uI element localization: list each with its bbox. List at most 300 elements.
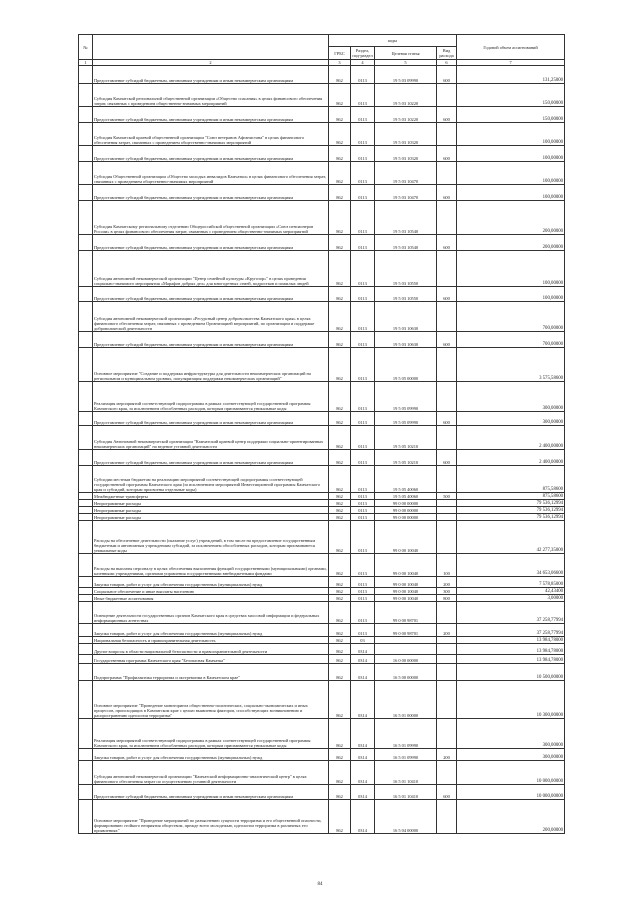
row-razdel-cell: 0113 [351,251,375,287]
row-razdel-cell: 0113 [351,500,375,507]
row-razdel-cell: 0113 [351,66,375,84]
row-amount-cell: 100,00000 [457,185,565,201]
row-grbs-cell: 862 [329,800,351,834]
header-grbs: ГРБС [329,47,351,60]
row-num-cell [79,287,93,302]
row-vid-cell: 600 [437,66,457,84]
row-num-cell [79,719,93,749]
row-vid-cell: 600 [437,287,457,302]
row-grbs-cell: 862 [329,644,351,655]
row-celevaya-cell: 16 0 00 00000 [375,655,437,664]
row-razdel-cell: 0314 [351,800,375,834]
row-celevaya-cell: 99 0 00 98701 [375,602,437,624]
row-vid-cell [437,201,457,235]
row-grbs-cell: 862 [329,664,351,681]
row-num-cell [79,107,93,123]
row-name-cell: Основное мероприятие "Создание и поддержка инфраструктуры для деятельности некоммерческих организаций на региональном и муниципальном уровнях, популяризация поддержки некоммерческих организаций" [93,348,329,382]
row-razdel-cell: 0113 [351,201,375,235]
row-celevaya-cell: 16 5 01 00000 [375,681,437,719]
row-razdel-cell: 0113 [351,162,375,185]
row-celevaya-cell: 16 5 01 10410 [375,785,437,800]
row-vid-cell [437,521,457,554]
row-grbs-cell: 862 [329,602,351,624]
table-row [79,514,565,521]
row-razdel-cell: 0314 [351,749,375,761]
row-grbs-cell: 862 [329,719,351,749]
row-vid-cell [437,655,457,664]
row-name-cell: Непрограммные расходы [93,507,329,514]
table-row [79,123,565,146]
row-razdel-cell: 03 [351,637,375,644]
row-vid-cell: 600 [437,785,457,800]
row-celevaya-cell: 19 5 03 10630 [375,332,437,348]
row-celevaya-cell: 99 0 00 00000 [375,514,437,521]
row-name-cell: Субсидия автономной некоммерческой организации «Ресурсный центр добровольчества Камчатского края» в целях финансового обеспечения затрат, связанных с проведением Организацией мероприятий, по организации и поддержке добровольческой деятельности [93,302,329,332]
row-razdel-cell: 0113 [351,507,375,514]
row-amount-cell: 200,00000 [457,800,565,834]
row-razdel-cell: 0113 [351,235,375,251]
row-num-cell [79,624,93,637]
row-name-cell: Закупка товаров, работ и услуг для обеспечения государственных (муниципальных) нужд [93,624,329,637]
row-amount-cell: 42 277,35000 [457,521,565,554]
row-grbs-cell: 862 [329,251,351,287]
row-name-cell: Субсидия Автономной некоммерческой организации "Камчатский краевой центр поддержки социально-ориентированных некоммерческих организаций" на ведение уставной деятельности [93,426,329,450]
row-razdel-cell: 0113 [351,382,375,412]
row-vid-cell [437,719,457,749]
col-number: 3 [329,60,351,66]
row-celevaya-cell [375,637,437,644]
row-amount-cell: 3 575,58600 [457,348,565,382]
row-vid-cell [437,84,457,107]
row-razdel-cell: 0113 [351,554,375,577]
row-vid-cell: 600 [437,235,457,251]
row-num-cell [79,348,93,382]
table-row [79,500,565,507]
row-celevaya-cell [375,644,437,655]
row-vid-cell [437,123,457,146]
row-vid-cell [437,761,457,785]
row-celevaya-cell: 19 5 03 10320 [375,123,437,146]
row-amount-cell: 42,43400 [457,588,565,595]
row-vid-cell: 200 [437,624,457,637]
table-row [79,185,565,201]
row-grbs-cell: 862 [329,624,351,637]
row-razdel-cell: 0113 [351,624,375,637]
row-celevaya-cell: 16 5 04 00000 [375,800,437,834]
row-celevaya-cell: 19 5 05 40060 [375,466,437,493]
row-name-cell: Предоставление субсидий бюджетным, автономным учреждениям и иным некоммерческим организациям [93,66,329,84]
col-number: 5 [375,60,437,66]
row-amount-cell: 100,00000 [457,162,565,185]
row-amount-cell: 37 258,77994 [457,624,565,637]
table-row [79,664,565,681]
row-razdel-cell: 0113 [351,426,375,450]
row-celevaya-cell: 16 5 01 09990 [375,719,437,749]
row-grbs-cell: 862 [329,382,351,412]
row-num-cell [79,332,93,348]
row-num-cell [79,514,93,521]
row-name-cell: Государственная программа Камчатского края "Безопасная Камчатка" [93,655,329,664]
row-grbs-cell: 862 [329,201,351,235]
row-grbs-cell: 862 [329,162,351,185]
row-vid-cell [437,348,457,382]
row-num-cell [79,201,93,235]
table-row [79,287,565,302]
row-vid-cell [437,644,457,655]
row-vid-cell [437,681,457,719]
row-amount-cell: 100,00000 [457,123,565,146]
row-celevaya-cell: 19 5 03 10540 [375,235,437,251]
row-razdel-cell: 0314 [351,761,375,785]
row-amount-cell: 300,00000 [457,382,565,412]
row-amount-cell: 100,00000 [457,146,565,162]
row-amount-cell: 13 984,78000 [457,637,565,644]
row-amount-cell: 875,58600 [457,466,565,493]
table-row [79,382,565,412]
row-vid-cell [437,507,457,514]
row-name-cell: Национальная безопасность и правоохранительная деятельность [93,637,329,644]
table-row [79,761,565,785]
row-celevaya-cell: 19 5 03 10470 [375,185,437,201]
row-razdel-cell: 0113 [351,146,375,162]
row-razdel-cell: 0113 [351,84,375,107]
row-vid-cell [437,800,457,834]
row-razdel-cell: 0314 [351,681,375,719]
row-grbs-cell: 862 [329,595,351,602]
row-razdel-cell: 0113 [351,287,375,302]
row-num-cell [79,761,93,785]
row-name-cell: Основное мероприятие "Проведение мероприятий по разъяснению сущности терроризма и его общественной опасности, формированию стойкого неприятия обществом, прежде всего молодежью, идеологии терроризма в различных его проявлениях" [93,800,329,834]
row-grbs-cell: 862 [329,107,351,123]
row-celevaya-cell: 19 5 05 09990 [375,382,437,412]
row-name-cell: Предоставление субсидий бюджетным, автономным учреждениям и иным некоммерческим организациям [93,107,329,123]
table-row [79,595,565,602]
table-row [79,749,565,761]
row-name-cell: Предоставление субсидий бюджетным, автономным учреждениям и иным некоммерческим организациям [93,332,329,348]
row-num-cell [79,162,93,185]
row-name-cell: Предоставление субсидий бюджетным, автономным учреждениям и иным некоммерческим организациям [93,235,329,251]
row-num-cell [79,664,93,681]
budget-table [78,34,565,834]
row-num-cell [79,554,93,577]
table-row [79,235,565,251]
row-vid-cell: 200 [437,749,457,761]
row-razdel-cell: 0314 [351,719,375,749]
row-amount-cell: 79 536,12994 [457,500,565,507]
row-name-cell: Субсидия Камчатской региональной общественной организации «Общество спасания» в целях финансового обеспечения затрат, связанных с проведением общественно-значимых мероприятий [93,84,329,107]
table-row [79,554,565,577]
header-celevaya: Целевая статья [375,47,437,60]
row-num-cell [79,466,93,493]
row-vid-cell: 300 [437,588,457,595]
table-row [79,84,565,107]
row-grbs-cell: 862 [329,426,351,450]
row-num-cell [79,577,93,588]
row-num-cell [79,450,93,466]
row-num-cell [79,426,93,450]
row-grbs-cell: 862 [329,450,351,466]
row-amount-cell: 100,00000 [457,287,565,302]
row-grbs-cell: 862 [329,235,351,251]
row-grbs-cell: 862 [329,332,351,348]
row-vid-cell: 600 [437,146,457,162]
row-celevaya-cell: 99 0 00 10040 [375,595,437,602]
row-name-cell: Субсидия Камчатскому региональному отделению Общероссийской общественной организации «Союз пенсионеров России» в целях финансового обеспечения затрат, связанных с проведением общественно-значимых мероприятий [93,201,329,235]
row-num-cell [79,749,93,761]
row-amount-cell: 2 400,00000 [457,426,565,450]
row-razdel-cell: 0113 [351,588,375,595]
row-amount-cell: 131,25000 [457,66,565,84]
row-amount-cell: 200,00000 [457,235,565,251]
row-amount-cell: 10 500,00000 [457,664,565,681]
row-name-cell: Реализация мероприятий соответствующей подпрограммы в рамках соответствующей государственной программы Камчатского края, за исключением обособленных расходов, которым присваиваются уникальные коды [93,382,329,412]
row-vid-cell [437,664,457,681]
row-name-cell: Субсидия автономной некоммерческой организации "Камчатский информационно-аналитический центр" в целях финансового обеспечения затрат по осуществлению уставной деятельности [93,761,329,785]
row-amount-cell: 13 984,78000 [457,655,565,664]
header-vid: Вид расхода [437,47,457,60]
row-vid-cell: 600 [437,185,457,201]
row-grbs-cell: 862 [329,577,351,588]
row-grbs-cell: 862 [329,84,351,107]
page-number: 84 [317,882,323,887]
row-name-cell: Реализация мероприятий соответствующей подпрограммы в рамках соответствующей государственной программы Камчатского края, за исключением обособленных расходов, которым присваиваются уникальные коды [93,719,329,749]
row-grbs-cell: 862 [329,500,351,507]
row-vid-cell [437,514,457,521]
row-vid-cell [437,382,457,412]
row-grbs-cell: 862 [329,123,351,146]
table-row [79,719,565,749]
table-row [79,785,565,800]
row-num-cell [79,800,93,834]
row-celevaya-cell: 19 5 05 10210 [375,450,437,466]
row-num-cell [79,785,93,800]
row-amount-cell: 79 536,12994 [457,507,565,514]
table-row [79,644,565,655]
table-row [79,800,565,834]
row-amount-cell: 300,00000 [457,412,565,426]
col-number: 7 [457,60,565,66]
row-num-cell [79,185,93,201]
table-row [79,681,565,719]
row-name-cell: Предоставление субсидий бюджетным, автономным учреждениям и иным некоммерческим организациям [93,450,329,466]
table-row [79,251,565,287]
row-num-cell [79,644,93,655]
row-vid-cell [437,602,457,624]
row-celevaya-cell: 16 5 00 00000 [375,664,437,681]
row-num-cell [79,382,93,412]
row-razdel-cell: 0113 [351,521,375,554]
row-razdel-cell: 0113 [351,577,375,588]
row-name-cell: Межбюджетные трансферты [93,493,329,500]
row-razdel-cell: 0113 [351,123,375,146]
row-celevaya-cell: 19 5 03 10220 [375,84,437,107]
row-num-cell [79,302,93,332]
row-vid-cell [437,426,457,450]
row-amount-cell: 10 300,00000 [457,681,565,719]
row-name-cell: Предоставление субсидий бюджетным, автономным учреждениям и иным некоммерческим организациям [93,185,329,201]
row-celevaya-cell: 19 5 05 00000 [375,348,437,382]
table-row [79,302,565,332]
row-name-cell: Субсидия автономной некоммерческой организации "Центр семейной культуры «Кругозор»" в целях проведения социально-значимого мероприятия «Марафон добрых дел» для многодетных семей, подростков и пожилых людей [93,251,329,287]
row-name-cell: Предоставление субсидий бюджетным, автономным учреждениям и иным некоммерческим организациям [93,412,329,426]
table-row [79,412,565,426]
row-vid-cell: 600 [437,332,457,348]
header-name [93,35,329,60]
row-name-cell: Предоставление субсидий бюджетным, автономным учреждениям и иным некоммерческим организациям [93,287,329,302]
table-row [79,624,565,637]
row-celevaya-cell: 19 5 03 10630 [375,302,437,332]
col-number: 1 [79,60,93,66]
table-row [79,162,565,185]
row-celevaya-cell: 19 5 05 09990 [375,412,437,426]
row-grbs-cell: 862 [329,637,351,644]
row-amount-cell: 2 400,00000 [457,450,565,466]
row-razdel-cell: 0314 [351,655,375,664]
row-amount-cell: 13 984,78000 [457,644,565,655]
row-grbs-cell: 862 [329,521,351,554]
row-num-cell [79,493,93,500]
row-vid-cell: 500 [437,493,457,500]
row-razdel-cell: 0113 [351,412,375,426]
row-grbs-cell: 862 [329,412,351,426]
header-amount: Годовой объем ассигнований [457,35,565,60]
row-num-cell [79,235,93,251]
row-razdel-cell: 0113 [351,602,375,624]
row-amount-cell: 700,00000 [457,332,565,348]
row-grbs-cell: 862 [329,287,351,302]
row-razdel-cell: 0314 [351,644,375,655]
row-grbs-cell: 862 [329,588,351,595]
row-razdel-cell: 0113 [351,107,375,123]
row-vid-cell [437,637,457,644]
row-amount-cell: 3,00000 [457,595,565,602]
row-num-cell [79,123,93,146]
row-num-cell [79,637,93,644]
row-celevaya-cell: 19 5 03 10540 [375,201,437,235]
row-grbs-cell: 862 [329,761,351,785]
table-row [79,426,565,450]
row-num-cell [79,500,93,507]
row-num-cell [79,595,93,602]
table-row [79,201,565,235]
row-num-cell [79,412,93,426]
row-name-cell: Иные бюджетные ассигнования [93,595,329,602]
row-vid-cell: 600 [437,412,457,426]
row-vid-cell: 600 [437,107,457,123]
table-row [79,521,565,554]
table-row [79,332,565,348]
row-name-cell: Непрограммные расходы [93,500,329,507]
row-grbs-cell: 862 [329,302,351,332]
row-name-cell: Непрограммные расходы [93,514,329,521]
table-row [79,146,565,162]
row-vid-cell: 200 [437,577,457,588]
row-grbs-cell: 862 [329,514,351,521]
table-row [79,66,565,84]
row-vid-cell: 100 [437,554,457,577]
row-num-cell [79,507,93,514]
table-row [79,348,565,382]
row-amount-cell: 34 653,06600 [457,554,565,577]
table-row [79,588,565,595]
row-amount-cell: 10 000,00000 [457,761,565,785]
row-razdel-cell: 0113 [351,185,375,201]
row-razdel-cell: 0113 [351,466,375,493]
row-grbs-cell: 862 [329,185,351,201]
row-amount-cell: 100,00000 [457,251,565,287]
row-grbs-cell: 862 [329,507,351,514]
table-row [79,107,565,123]
row-num-cell [79,602,93,624]
col-number: 4 [351,60,375,66]
row-razdel-cell: 0314 [351,785,375,800]
row-name-cell: Освещение деятельности государственных органов Камчатского края в средствах массовой информации и федеральных информационных агентствах [93,602,329,624]
row-num-cell [79,655,93,664]
row-amount-cell: 150,00000 [457,107,565,123]
row-razdel-cell: 0113 [351,595,375,602]
row-num-cell [79,588,93,595]
table-row [79,655,565,664]
row-num-cell [79,681,93,719]
row-grbs-cell: 862 [329,749,351,761]
row-celevaya-cell: 19 5 03 10220 [375,107,437,123]
row-grbs-cell: 862 [329,66,351,84]
table-row [79,507,565,514]
row-amount-cell: 79 536,12994 [457,514,565,521]
row-celevaya-cell: 99 0 00 10040 [375,554,437,577]
row-name-cell: Социальное обеспечение и иные выплаты населению [93,588,329,595]
header-codes: коды [329,35,457,47]
table-row [79,466,565,493]
col-number: 6 [437,60,457,66]
row-num-cell [79,521,93,554]
row-celevaya-cell: 19 5 03 09990 [375,66,437,84]
row-celevaya-cell: 16 5 01 09990 [375,749,437,761]
table-row [79,450,565,466]
row-num-cell [79,251,93,287]
table-row [79,602,565,624]
row-razdel-cell: 0113 [351,332,375,348]
row-celevaya-cell: 99 0 00 00000 [375,507,437,514]
row-name-cell: Предоставление субсидий бюджетным, автономным учреждениям и иным некоммерческим организациям [93,785,329,800]
row-grbs-cell: 862 [329,655,351,664]
row-grbs-cell: 862 [329,681,351,719]
row-celevaya-cell: 19 5 03 10550 [375,251,437,287]
row-amount-cell: 300,00000 [457,749,565,761]
row-name-cell: Другие вопросы в области национальной безопасности и правоохранительной деятельности [93,644,329,655]
table-row [79,637,565,644]
row-vid-cell [437,302,457,332]
row-amount-cell: 200,00000 [457,201,565,235]
row-celevaya-cell: 99 0 00 10040 [375,577,437,588]
row-celevaya-cell: 99 0 00 98701 [375,624,437,637]
table-row [79,493,565,500]
row-vid-cell [437,466,457,493]
row-name-cell: Субсидия Общественной организации «Общество молодых инвалидов Камчатки» в целях финансового обеспечения затрат, связанных с проведением общественно-значимых мероприятий [93,162,329,185]
row-vid-cell: 800 [437,595,457,602]
row-amount-cell: 300,00000 [457,719,565,749]
header-num: № [79,35,93,60]
table-row [79,577,565,588]
row-name-cell: Субсидии местным бюджетам на реализацию мероприятий соответствующей подпрограммы соответствующей государственной программы Камчатского края (за исключением мероприятий Инвестиционной программы Камчатского края и субсидий, которым присвоены отдельные коды) [93,466,329,493]
row-celevaya-cell: 19 5 03 10320 [375,146,437,162]
row-name-cell: Основное мероприятие "Проведение мониторинга общественно-политических, социально-экономических и иных процессов, происходящих в Камчатском крае с целью выявления факторов, способствующих возникновению и распространению идеологии терроризма" [93,681,329,719]
row-num-cell [79,84,93,107]
row-amount-cell: 150,00000 [457,84,565,107]
row-vid-cell [437,500,457,507]
row-name-cell: Расходы на выплаты персоналу в целях обеспечения выполнения функций государственными (муниципальными) органами, казенными учреждениями, органами управления государственными внебюджетными фондами [93,554,329,577]
row-name-cell: Предоставление субсидий бюджетным, автономным учреждениям и иным некоммерческим организациям [93,146,329,162]
